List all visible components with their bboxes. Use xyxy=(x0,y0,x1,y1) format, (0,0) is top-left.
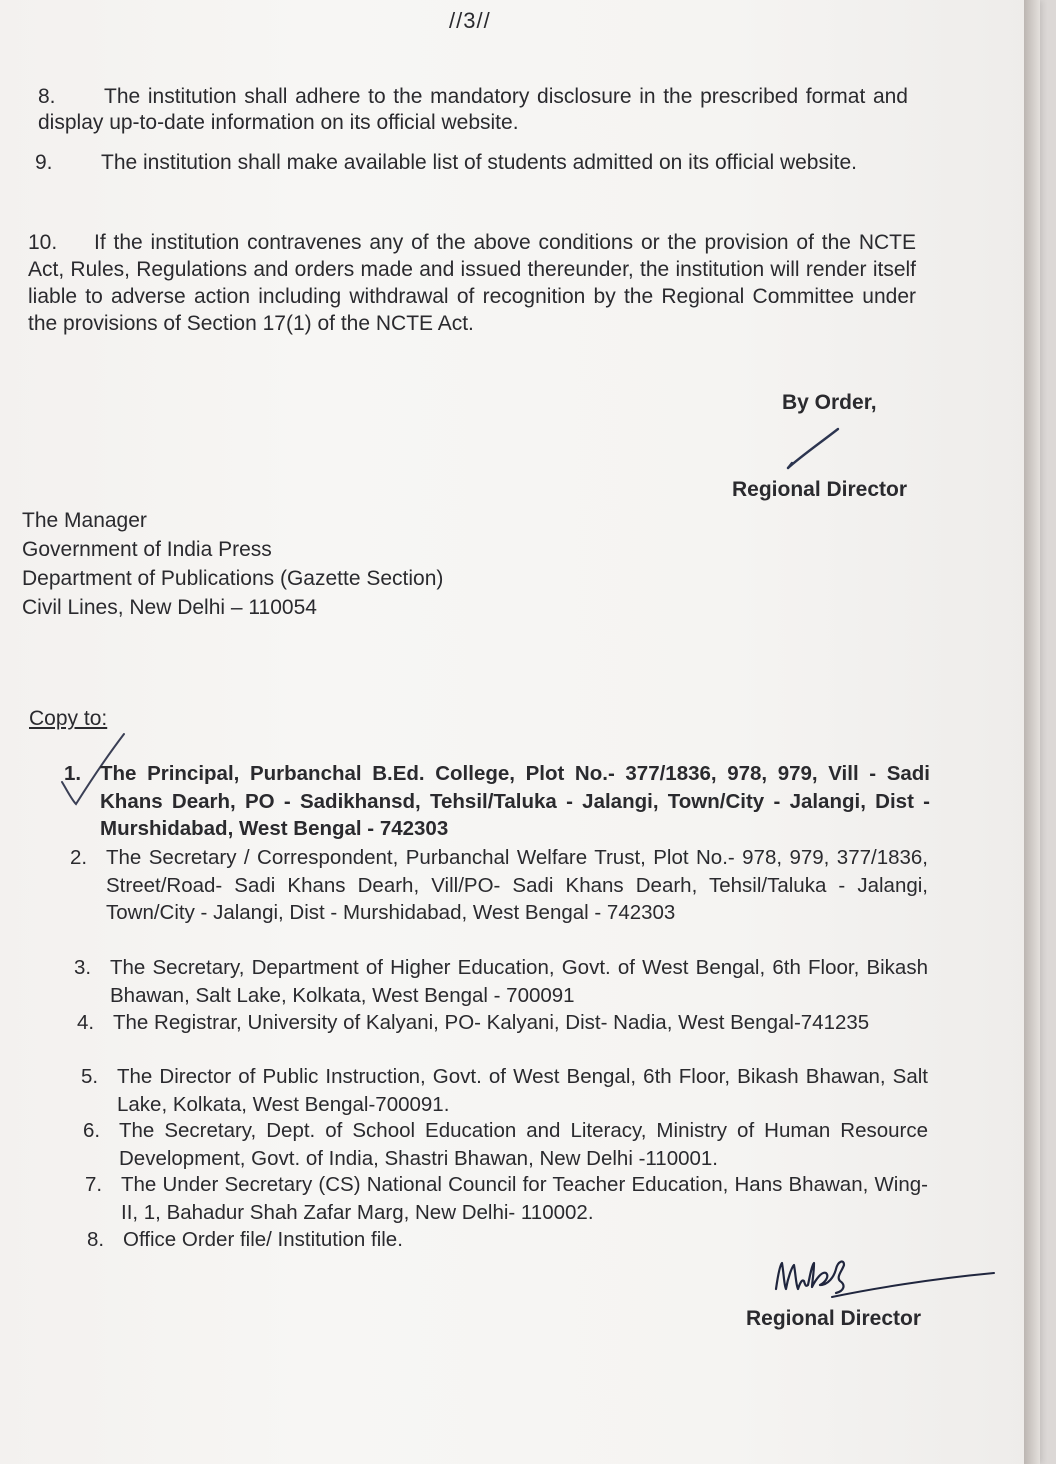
copy-item xyxy=(83,1117,928,1172)
paragraph-number: 8. xyxy=(38,85,56,108)
paragraph-8 xyxy=(38,84,908,136)
copy-item xyxy=(64,760,930,843)
copy-item-text: The Principal, Purbanchal B.Ed. College, Plot No.- 377/1836, 978, 979, Vill - Sadi Khans Dearh, PO - Sadikhansd, Tehsil/Taluka - Jalangi, Town/City - Jalangi, Dist - Murshidabad, West Bengal - 742303 xyxy=(100,762,930,840)
paragraph-text: The institution shall make available list of students admitted on its official website. xyxy=(101,151,857,174)
copy-item xyxy=(87,1226,928,1254)
page-number: //3// xyxy=(449,8,491,33)
copy-item xyxy=(81,1063,928,1118)
copy-item-number: 5. xyxy=(81,1065,99,1088)
by-order-label: By Order, xyxy=(782,391,877,414)
address-line: Civil Lines, New Delhi – 110054 xyxy=(22,596,317,619)
address-line: Department of Publications (Gazette Section) xyxy=(22,567,444,590)
copy-item-number: 1. xyxy=(64,762,82,785)
address-line: Government of India Press xyxy=(22,538,272,561)
copy-item-text: The Director of Public Instruction, Govt. of West Bengal, 6th Floor, Bikash Bhawan, Salt Lake, Kolkata, West Bengal-700091. xyxy=(117,1065,928,1116)
initial-signature xyxy=(780,425,850,475)
copy-item xyxy=(70,844,928,927)
copy-item-number: 6. xyxy=(83,1119,101,1142)
paragraph-number: 9. xyxy=(35,151,53,174)
copy-item xyxy=(74,954,928,1009)
copy-item-text: The Registrar, University of Kalyani, PO- Kalyani, Dist- Nadia, West Bengal-741235 xyxy=(113,1011,870,1034)
copy-item-text: Office Order file/ Institution file. xyxy=(123,1228,403,1251)
regional-director-label: Regional Director xyxy=(732,478,908,501)
copy-item-number: 2. xyxy=(70,846,88,869)
copy-item-number: 4. xyxy=(77,1011,95,1034)
page-edge xyxy=(1024,0,1040,1464)
copy-item xyxy=(85,1171,928,1226)
closing-regional-director-label: Regional Director xyxy=(746,1307,922,1330)
paragraph-number: 10. xyxy=(28,231,58,254)
recipient-address xyxy=(22,506,443,622)
copy-item-text: The Secretary / Correspondent, Purbanchal Welfare Trust, Plot No.- 978, 979, 377/1836, Street/Road- Sadi Khans Dearh, Vill/PO- Sadi Khans Dearh, Tehsil/Taluka - Jalangi, Town/City - Jalangi, Dist - Murshidabad, West Bengal - 742303 xyxy=(106,846,928,924)
copy-item-text: The Secretary, Dept. of School Education and Literacy, Ministry of Human Resource Development, Govt. of India, Shastri Bhawan, New Delhi -110001. xyxy=(119,1119,928,1170)
paragraph-10 xyxy=(28,229,916,337)
paragraph-9 xyxy=(35,150,912,176)
copy-item xyxy=(77,1009,928,1037)
copy-item-text: The Secretary, Department of Higher Education, Govt. of West Bengal, 6th Floor, Bikash Bhawan, Salt Lake, Kolkata, West Bengal - 700091 xyxy=(110,956,928,1007)
paragraph-text: The institution shall adhere to the mandatory disclosure in the prescribed format and display up-to-date information on its official website. xyxy=(38,85,908,134)
copy-item-text: The Under Secretary (CS) National Council for Teacher Education, Hans Bhawan, Wing-II, 1, Bahadur Shah Zafar Marg, New Delhi- 110002. xyxy=(121,1173,928,1224)
paragraph-text: If the institution contravenes any of the above conditions or the provision of the NCTE Act, Rules, Regulations and orders made and issued thereunder, the institution will render itself liable to adverse action including withdrawal of recognition by the Regional Committee under the provisions of Section 17(1) of the NCTE Act. xyxy=(28,231,916,335)
handwritten-signature xyxy=(770,1255,1000,1315)
copy-to-heading: Copy to: xyxy=(29,707,108,730)
copy-item-number: 3. xyxy=(74,956,92,979)
address-line: The Manager xyxy=(22,509,147,532)
copy-item-number: 7. xyxy=(85,1173,103,1196)
copy-item-number: 8. xyxy=(87,1228,105,1251)
